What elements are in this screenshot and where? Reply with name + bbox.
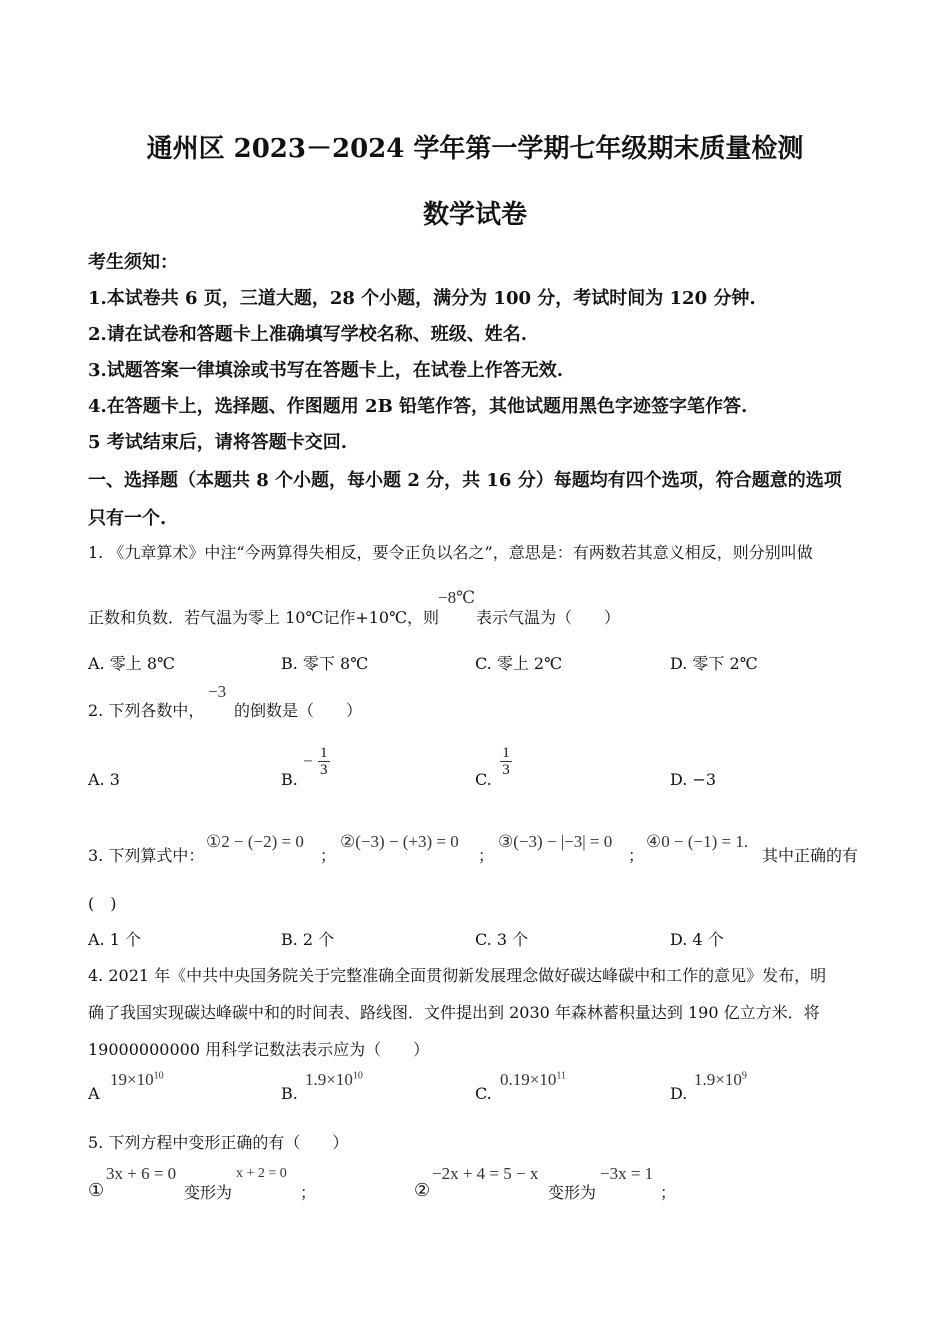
denominator: 3 bbox=[319, 762, 328, 778]
q5-item-2-end: ； bbox=[660, 1183, 677, 1202]
q4-option-d-label: D. bbox=[670, 1084, 688, 1103]
q2-option-c-fraction bbox=[500, 745, 512, 778]
q3-expr-2: ②(−3) − (+3) = 0 bbox=[340, 832, 459, 851]
q2-stem-tail: 的倒数是（ ） bbox=[234, 701, 363, 720]
q4-option-b bbox=[305, 1070, 363, 1090]
q5-stem: 5. 下列方程中变形正确的有（ ） bbox=[88, 1133, 349, 1152]
minus-sign: − bbox=[303, 751, 313, 771]
q4-stem: 4. 2021 年《中共中央国务院关于完整准确全面贯彻新发展理念做好碳达峰碳中和工作的意见》发布，明 bbox=[88, 966, 827, 985]
q5-item-1-equation: 3x + 6 = 0 bbox=[106, 1164, 177, 1183]
q2-option-d: D. −3 bbox=[670, 770, 717, 789]
q3-option-c: C. 3 个 bbox=[475, 930, 529, 949]
q2-option-b-fraction bbox=[303, 745, 330, 778]
q1-expression: −8℃ bbox=[438, 588, 476, 607]
q4-option-a-label: A bbox=[88, 1084, 100, 1103]
exponent: 9 bbox=[741, 1070, 747, 1082]
q3-option-d: D. 4 个 bbox=[670, 930, 724, 949]
q1-option-c: C. 零上 2℃ bbox=[475, 654, 563, 673]
q3-expr-4: ④0 − (−1) = 1. bbox=[646, 832, 749, 851]
exponent: 10 bbox=[352, 1070, 363, 1082]
q3-option-a: A. 1 个 bbox=[88, 930, 141, 949]
q5-item-2-equation: −2x + 4 = 5 − x bbox=[432, 1164, 539, 1183]
q4-stem-cont: 确了我国实现碳达峰碳中和的时间表、路线图．文件提出到 2030 年森林蓄积量达到 190 亿立方米．将 bbox=[88, 1003, 820, 1022]
notice-heading: 考生须知： bbox=[88, 252, 178, 273]
q5-item-2-result: −3x = 1 bbox=[600, 1164, 654, 1183]
q1-stem: 1. 《九章算术》中注“今两算得失相反，要令正负以名之”，意思是：有两数若其意义相反，则分别叫做 bbox=[88, 543, 813, 562]
q5-item-1-end: ； bbox=[300, 1183, 317, 1202]
q1-option-a: A. 零上 8℃ bbox=[88, 654, 175, 673]
section-heading-cont: 只有一个. bbox=[88, 508, 167, 529]
q1-option-d: D. 零下 2℃ bbox=[670, 654, 758, 673]
q5-item-2-word: 变形为 bbox=[548, 1183, 597, 1202]
q4-option-c-label: C. bbox=[475, 1084, 492, 1103]
q4-stem-cont: 19000000000 用科学记数法表示应为（ ） bbox=[88, 1040, 430, 1059]
denominator: 3 bbox=[502, 762, 510, 778]
q3-option-b: B. 2 个 bbox=[281, 930, 335, 949]
page-title: 通州区 2023－2024 学年第一学期七年级期末质量检测 bbox=[146, 134, 804, 164]
notice-item: 4.在答题卡上，选择题、作图题用 2B 铅笔作答，其他试题用黑色字迹签字笔作答. bbox=[88, 396, 748, 417]
q4-option-d bbox=[694, 1070, 747, 1090]
q5-item-1-mark: ① bbox=[88, 1180, 105, 1201]
q3-expr-1: ①2 − (−2) = 0 bbox=[206, 832, 304, 851]
base: 19×10 bbox=[110, 1070, 154, 1089]
numerator: 1 bbox=[319, 745, 328, 761]
q3-stem-tail: 其中正确的有 bbox=[762, 846, 859, 865]
q1-option-b: B. 零下 8℃ bbox=[281, 654, 369, 673]
q4-option-a bbox=[110, 1070, 164, 1090]
separator: ； bbox=[320, 846, 337, 865]
notice-item: 1.本试卷共 6 页，三道大题，28 个小题，满分为 100 分，考试时间为 120 分钟. bbox=[88, 288, 756, 309]
q5-item-1-result: x + 2 = 0 bbox=[236, 1166, 287, 1181]
q3-answer-paren: ( ) bbox=[88, 894, 117, 913]
numerator: 1 bbox=[502, 745, 510, 761]
q4-option-c bbox=[500, 1070, 566, 1090]
section-heading: 一、选择题（本题共 8 个小题，每小题 2 分，共 16 分）每题均有四个选项，符合题意的选项 bbox=[88, 470, 842, 491]
q5-item-1-word: 变形为 bbox=[184, 1183, 233, 1202]
q4-option-b-label: B. bbox=[281, 1084, 298, 1103]
q2-option-c-label: C. bbox=[475, 770, 492, 789]
q5-item-2-mark: ② bbox=[414, 1180, 431, 1201]
base: 1.9×10 bbox=[305, 1070, 353, 1089]
base: 1.9×10 bbox=[694, 1070, 742, 1089]
page-subtitle: 数学试卷 bbox=[422, 200, 527, 230]
exponent: 10 bbox=[153, 1070, 164, 1082]
exponent: 11 bbox=[556, 1070, 566, 1082]
q1-stem-tail: 表示气温为（ ） bbox=[476, 608, 621, 627]
q3-stem: 3. 下列算式中： bbox=[88, 846, 205, 865]
q3-expr-3: ③(−3) − |−3| = 0 bbox=[498, 832, 613, 851]
separator: ； bbox=[628, 846, 645, 865]
fraction bbox=[318, 745, 330, 778]
base: 0.19×10 bbox=[500, 1070, 557, 1089]
fraction bbox=[500, 745, 512, 778]
separator: ； bbox=[478, 846, 495, 865]
q2-option-b-label: B. bbox=[281, 770, 298, 789]
notice-item: 5 考试结束后，请将答题卡交回. bbox=[88, 432, 348, 453]
q2-option-a: A. 3 bbox=[88, 770, 120, 789]
notice-item: 2.请在试卷和答题卡上准确填写学校名称、班级、姓名. bbox=[88, 324, 528, 345]
q2-stem: 2. 下列各数中， bbox=[88, 701, 205, 720]
notice-item: 3.试题答案一律填涂或书写在答题卡上，在试卷上作答无效. bbox=[88, 360, 564, 381]
q2-expression: −3 bbox=[208, 682, 227, 701]
q1-stem-cont: 正数和负数．若气温为零上 10℃记作+10℃，则 bbox=[88, 608, 440, 627]
